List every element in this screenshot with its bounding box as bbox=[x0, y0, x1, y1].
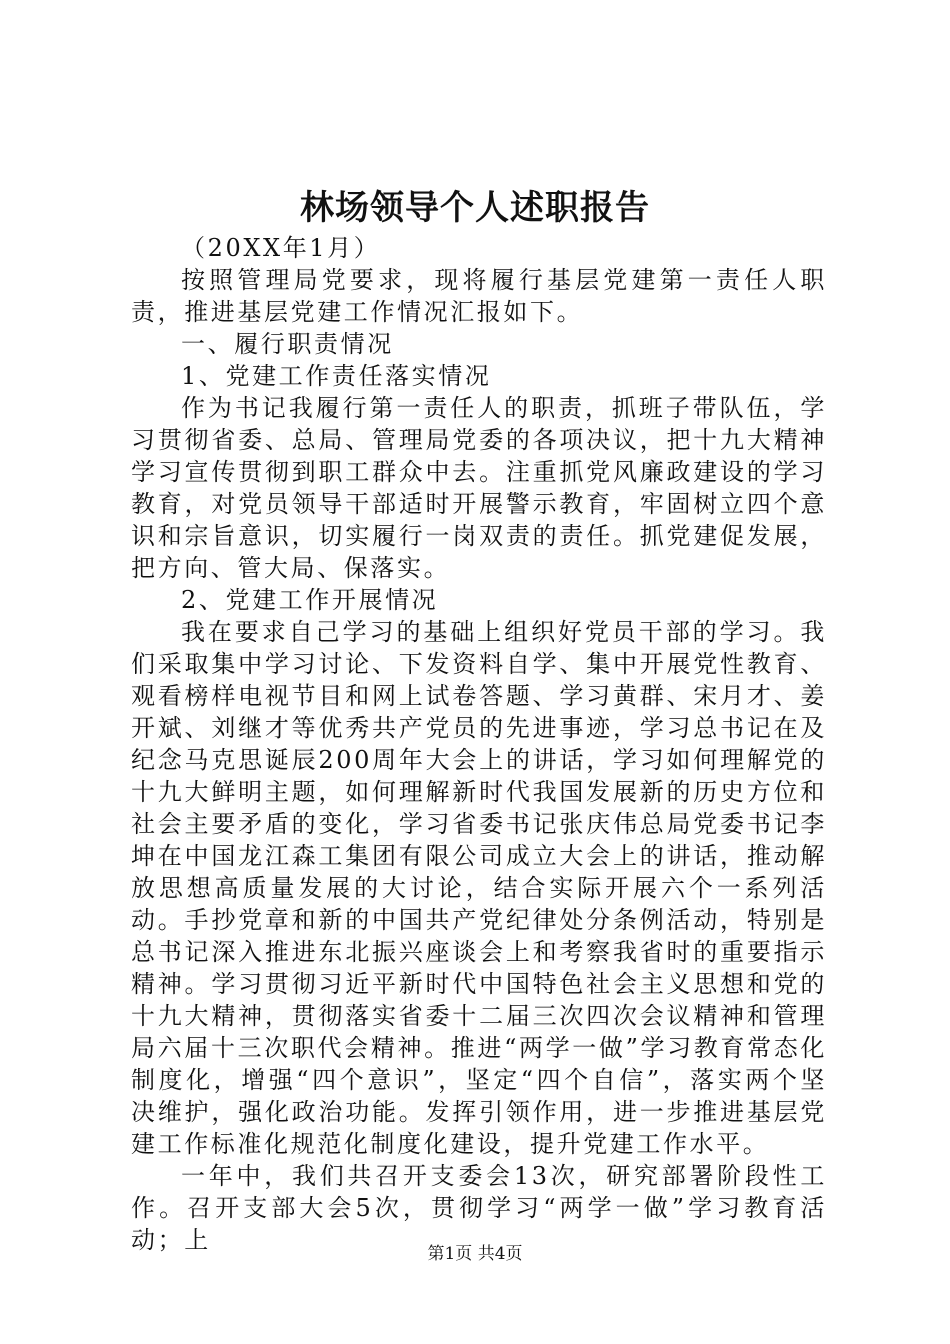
document-body bbox=[131, 232, 827, 1256]
document-date: （20XX年1月） bbox=[181, 234, 381, 262]
paragraph-work-progress: 我在要求自己学习的基础上组织好党员干部的学习。我们采取集中学习讨论、下发资料自学、集中开展党性教育、观看榜样电视节目和网上试卷答题、学习黄群、宋月才、姜开斌、刘继才等优秀共产党员的先进事迹，学习总书记在及纪念马克思诞辰200周年大会上的讲话，学习如何理解党的十九大鲜明主题，如何理解新时代我国发展新的历史方位和社会主要矛盾的变化，学习省委书记张庆伟总局党委书记李坤在中国龙江森工集团有限公司成立大会上的讲话，推动解放思想高质量发展的大讨论，结合实际开展六个一系列活动。手抄党章和新的中国共产党纪律处分条例活动，特别是总书记深入推进东北振兴座谈会上和考察我省时的重要指示精神。学习贯彻习近平新时代中国特色社会主义思想和党的十九大精神，贯彻落实省委十二届三次四次会议精神和管理局六届十三次职代会精神。推进“两学一做”学习教育常态化制度化，增强“四个意识”，坚定“四个自信”，落实两个坚决维护，强化政治功能。发挥引领作用，进一步推进基层党建工作标准化规范化制度化建设，提升党建工作水平。 bbox=[131, 618, 827, 1158]
subsection-heading-2: 2、党建工作开展情况 bbox=[181, 586, 439, 614]
paragraph-intro: 按照管理局党要求，现将履行基层党建第一责任人职责，推进基层党建工作情况汇报如下。 bbox=[131, 266, 827, 326]
paragraph-responsibility: 作为书记我履行第一责任人的职责，抓班子带队伍，学习贯彻省委、总局、管理局党委的各项决议，把十九大精神学习宣传贯彻到职工群众中去。注重抓党风廉政建设的学习教育，对党员领导干部适时开展警示教育，牢固树立四个意识和宗旨意识，切实履行一岗双责的责任。抓党建促发展，把方向、管大局、保落实。 bbox=[131, 394, 827, 582]
section-heading-1: 一、履行职责情况 bbox=[181, 330, 394, 358]
page-footer: 第1页 共4页 bbox=[427, 1244, 523, 1264]
paragraph-meetings: 一年中，我们共召开支委会13次，研究部署阶段性工作。召开支部大会5次，贯彻学习“两学一做”学习教育活动；上 bbox=[131, 1162, 827, 1254]
document-title: 林场领导个人述职报告 bbox=[300, 188, 650, 228]
subsection-heading-1: 1、党建工作责任落实情况 bbox=[181, 362, 492, 390]
